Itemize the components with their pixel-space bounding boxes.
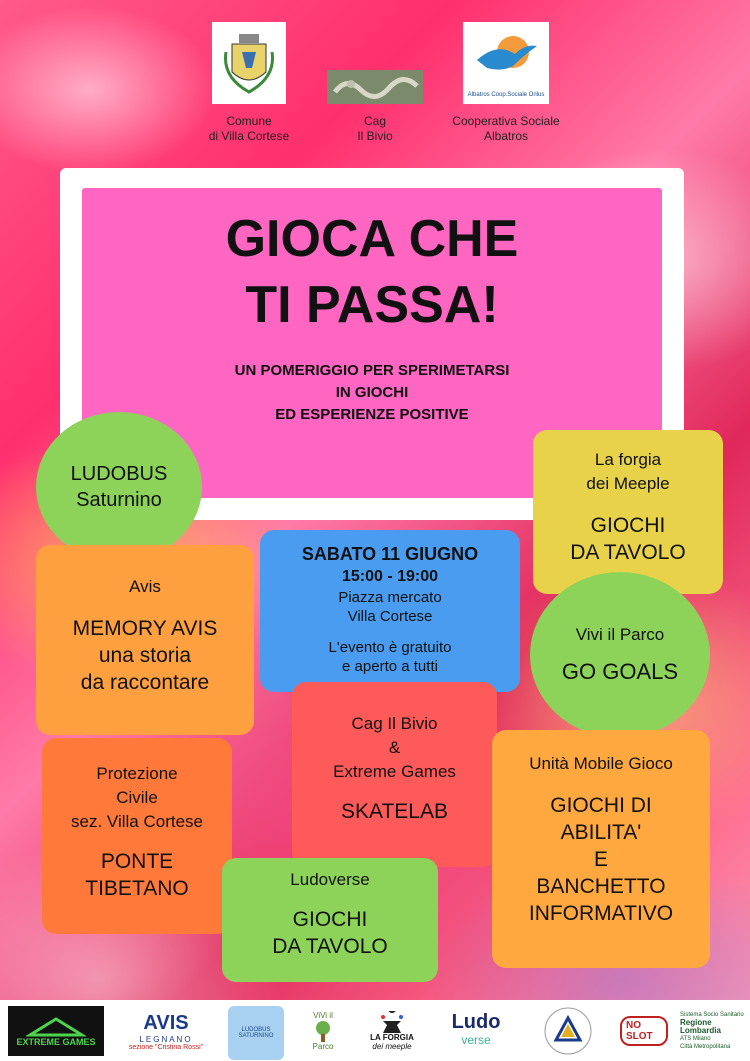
albatros-logo: Albatros Coop.Sociale Onlus — [463, 22, 549, 104]
forgia-activity: GIOCHI DA TAVOLO — [570, 514, 686, 564]
footer-logos — [0, 1000, 750, 1061]
ludobus-logo: LUDOBUS SATURNINO — [228, 1006, 284, 1060]
ludobus-line2: Saturnino — [76, 489, 162, 511]
unita-box — [492, 730, 710, 968]
parco-circle — [530, 572, 710, 738]
avis-org: Avis — [129, 577, 161, 596]
ludobus-line1: LUDOBUS — [70, 463, 168, 485]
bird-icon — [463, 22, 549, 88]
parco-activity: GO GOALS — [561, 659, 679, 684]
protezione-civile-logo — [540, 1006, 596, 1056]
meeple-icon — [377, 1011, 407, 1033]
event-box — [260, 530, 520, 692]
avis-logo: AVIS LEGNANO sezione "Cristina Rossi" — [128, 1011, 204, 1051]
event-date: SABATO 11 GIUGNO — [301, 544, 479, 564]
event-time: 15:00 - 19:00 — [341, 568, 439, 585]
event-note: L'evento è gratuito e aperto a tutti — [328, 639, 452, 675]
parco-org: Vivi il Parco — [575, 625, 665, 644]
ludobus-circle — [36, 412, 202, 562]
protezione-org: Protezione Civile sez. Villa Cortese — [71, 764, 203, 831]
la-forgia-logo: LA FORGIA dei meeple — [362, 1006, 422, 1056]
event-place: Piazza mercato Villa Cortese — [338, 589, 442, 625]
avis-activity: MEMORY AVIS una storia da raccontare — [72, 617, 218, 694]
forgia-box — [533, 430, 723, 594]
protezione-box — [42, 738, 232, 934]
partner-cag-caption: Cag Il Bivio — [357, 114, 393, 143]
unita-activity: GIOCHI DI ABILITA' E BANCHETTO INFORMATIVO — [528, 794, 674, 925]
unita-org: Unità Mobile Gioco — [529, 754, 673, 773]
page-subtitle: UN POMERIGGIO PER SPERIMETARSI IN GIOCHI ED ESPERIENZE POSITIVE — [234, 362, 510, 423]
page-title: GIOCA CHE TI PASSA! — [225, 210, 519, 334]
comune-logo — [212, 22, 286, 104]
crest-icon — [212, 22, 286, 104]
bivio-org: Cag Il Bivio & Extreme Games — [333, 714, 456, 781]
bivio-activity: SKATELAB — [341, 800, 448, 823]
protezione-activity: PONTE TIBETANO — [85, 850, 189, 900]
cag-logo — [327, 70, 423, 104]
extreme-games-logo: EXTREME GAMES — [8, 1006, 104, 1056]
ludoverse-org: Ludoverse — [290, 870, 370, 889]
triangle-icon — [543, 1006, 593, 1056]
ludoverse-logo: Ludo verse — [451, 1011, 501, 1047]
no-slot-logo: NO SLOT — [620, 1006, 668, 1056]
ludoverse-box — [222, 858, 438, 982]
ramp-icon — [26, 1015, 86, 1037]
regione-lombardia-logo: Sistema Socio Sanitario Regione Lombardia ATS Milano Città Metropolitana — [680, 1012, 744, 1050]
partner-albatros-caption: Cooperativa Sociale Albatros — [452, 114, 560, 143]
vivi-parco-logo: ViVi il Parco — [312, 1011, 334, 1051]
graffiti-icon — [327, 70, 423, 104]
partner-comune-caption: Comune di Villa Cortese — [208, 114, 290, 143]
ludoverse-activity: GIOCHI DA TAVOLO — [272, 908, 388, 958]
bivio-box — [292, 682, 497, 867]
tree-icon — [312, 1020, 334, 1042]
avis-box — [36, 545, 254, 735]
forgia-org: La forgia dei Meeple — [586, 450, 670, 493]
